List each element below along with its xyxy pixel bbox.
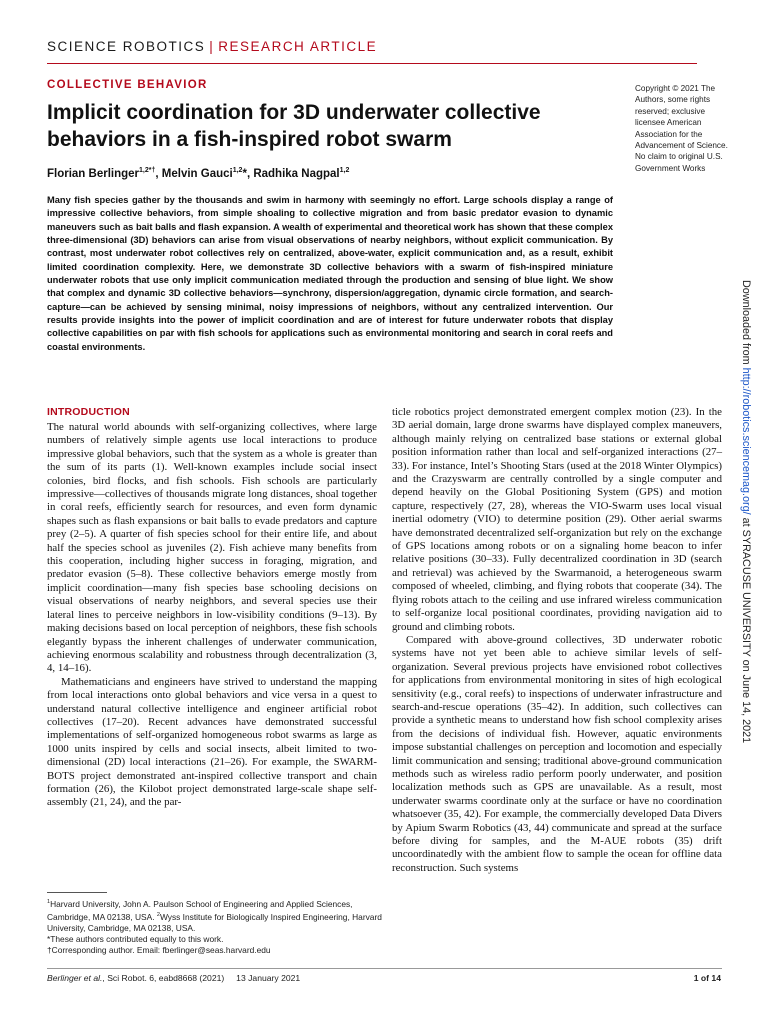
body-column-right — [392, 406, 722, 875]
footer-rule — [47, 968, 722, 969]
body-paragraph: The natural world abounds with self-organizing collectives, where large numbers of relatively simple agents use local interactions to produce impressive global behaviors, such that the system as a whole is greater than the sum of its parts (1). Well-known examples include social insect colonies, bird flocks, and fish schools. Fish schools are particularly impressive—collectives of thousands migrate long distances, shoal together in coral reefs, efficiently search for resources, and even form dynamic shapes such as flash expansions or bait balls to evade predators and capture prey (2–5). A quarter of fish species school for their entire life, and about half the species school as juveniles (2). Fish achieve many benefits from this cooperation, including higher success in foraging, migration, and predator evasion (5–8). These collective behaviors emerge mostly from implicit coordination—many fish species base schooling decisions on visual observations of nearby neighbors, and several species use their lateral lines to perceive neighbors in low-visibility conditions (9–13). By making decisions based on local perception of neighbors, these fish schools elegantly bypass the inherent challenges of underwater communication, achieving enormous scalability and robustness through decentralization (3, 4, 14–16). — [47, 421, 377, 675]
author-list — [47, 167, 349, 180]
section-heading: INTRODUCTION — [47, 406, 130, 418]
author-name[interactable]: Florian Berlinger — [47, 167, 140, 180]
equal-contribution-marker: * — [242, 167, 247, 180]
affiliation-marker: 1,2 — [339, 167, 350, 174]
citation-details: , Sci Robot. 6, eabd8668 (2021) 13 January 2021 — [102, 973, 301, 983]
author-name[interactable]: Radhika Nagpal — [253, 167, 340, 180]
download-suffix: at SYRACUSE UNIVERSITY on June 14, 2021 — [740, 514, 752, 744]
author-separator: , — [246, 167, 254, 180]
footnotes — [47, 897, 382, 956]
body-paragraph: ticle robotics project demonstrated emergent complex motion (23). In the 3D aerial domain, large drone swarms have displayed complex maneuvers, although mainly relying on centralized base stations or external global position information rather than local and self-organized interactions (27–33). For instance, Intel’s Shooting Stars (used at the 2018 Winter Olympics) and the Crazyswarm are centrally controlled by a single computer and depend heavily on the Global Positioning System (GPS) and motion capture, respectively (27, 28), whereas the VIO-Swarm uses local visual inertial odometry (VIO) to determine position (29). Other aerial swarms have demonstrated decentralized self-organization but rely on the exchange of GPS locations among robots or on a signaling home beacon to infer relative positions (30–33). Fully decentralized coordination in 3D (search and retrieval) was achieved by the Swarmanoid, a heterogeneous swarm composed of wheeled, climbing, and flying robots that cooperate (34). The flying robots attach to the ceiling and use infrared wireless communication to self-organize local positional coordinates, providing navigation aid to ground and climbing robots. — [392, 406, 722, 633]
download-notice — [740, 280, 752, 744]
body-column-left — [47, 406, 377, 810]
abstract: Many fish species gather by the thousands and swim in harmony with seemingly no effort. Large schools display a range of impressive collective behaviors, from simple shoaling to collective migration and from basic predator evasion to dynamic maneuvers such as bait balls and flash expansion. A wealth of experimental and theoretical work has shown that these complex three-dimensional (3D) behaviors can arise from visual observations of nearby neighbors, without explicit communication. By contrast, most underwater robot collectives rely on centralized, above-water, explicit communication and, as a result, exhibit limited coordination complexity. Here, we demonstrate 3D collective behaviors with a swarm of fish-inspired miniature underwater robots that use only implicit communication mediated through the production and sensing of blue light. We show that complex and dynamic 3D collective behaviors—synchrony, dispersion/aggregation, dynamic circle formation, and search-capture—can be achieved by sensing minimal, noisy impressions of neighbors, without any centralized intervention. Our results provide insights into the power of implicit coordination and are of interest for future underwater robots that display collective capabilities on par with fish schools for applications such as environmental monitoring and search in coral reefs and coastal environments. — [47, 195, 613, 352]
article-type: RESEARCH ARTICLE — [218, 39, 378, 54]
author-separator: , — [155, 167, 162, 180]
citation-authors: Berlinger et al. — [47, 973, 103, 983]
footnote-equal-contribution: *These authors contributed equally to this work. — [47, 933, 224, 944]
affiliation-1: Harvard University, John A. Paulson School of Engineering and Applied Sciences, Cambridge, MA 02138, USA. — [47, 898, 353, 922]
copyright-notice: Copyright © 2021 The Authors, some rights reserved; exclusive licensee American Association for the Advancement of Science. No claim to original U.S. Government Works — [635, 84, 728, 173]
header-rule — [47, 63, 697, 64]
body-paragraph: Mathematicians and engineers have strived to understand the mapping from local interactions onto global behaviors and vice versa in a quest to understand natural collective intelligence and engineer artificial robot collectives (17–20). Recent advances have demonstrated successful implementations of self-organized homogeneous robot swarms as large as 1000 units inspired by cells and social insects, albeit limited to two-dimensional (2D) local interactions (21–26). For example, the SWARM-BOTS project demonstrated ant-inspired collective transport and chain formation (26), the Kilobot project demonstrated large-scale shape self-assembly (21, 24), and the par- — [47, 675, 377, 809]
footnote-rule — [47, 892, 107, 893]
affiliation-marker: 1,2*† — [139, 167, 156, 174]
page-number: 1 of 14 — [693, 973, 721, 983]
footer-citation — [47, 973, 300, 983]
header-separator: | — [209, 39, 215, 54]
download-prefix: Downloaded from — [740, 280, 752, 368]
affiliation-2: Wyss Institute for Biologically Inspired Engineering, Harvard University, Cambridge, MA 02138, USA. — [47, 911, 382, 933]
article-title: Implicit coordination for 3D underwater collective behaviors in a fish-inspired robot swarm — [47, 101, 541, 151]
footnote-corresponding-author[interactable]: †Corresponding author. Email: fberlinger@seas.harvard.edu — [47, 944, 271, 955]
journal-name: SCIENCE ROBOTICS — [47, 39, 206, 54]
affiliation-marker: 1,2 — [232, 167, 243, 174]
affiliation-marker: 2 — [156, 911, 160, 918]
section-label: COLLECTIVE BEHAVIOR — [47, 79, 208, 91]
body-paragraph: Compared with above-ground collectives, 3D underwater robotic systems have not yet been able to achieve similar levels of self-organization. Several previous projects have envisioned robot collectives for applications from environmental monitoring in sites of high ecological sensitivity (e.g., coral reefs) to inspections of underwater infrastructure and search-and-rescue operations (35–42). In addition, such collectives can provide a synthetic means to understand how fish school complexity arises from the decisions of individual fish. However, aquatic environments impose substantial challenges on perception and locomotion and especially limit communication and sensing; traditional above-ground communication methods such as wireless radio perform poorly underwater, and position localization methods such as GPS are unavailable. As a result, most underwater swarms coordinate only at the surface or have no coordination whatsoever (35, 42). For example, the commercially developed Data Divers by Apium Swarm Robotics (43, 44) communicate and spread at the surface before diving for samples, and the M-AUE robots (35) drift uncoordinatedly with the ambient flow to sample the ocean for offline data reconstruction. Such systems — [392, 633, 722, 874]
footnote-affiliations — [47, 897, 382, 934]
author-name[interactable]: Melvin Gauci — [161, 167, 233, 180]
affiliation-marker: 1 — [47, 899, 51, 905]
journal-link[interactable]: http://robotics.sciencemag.org/ — [740, 367, 752, 515]
journal-header — [47, 39, 377, 54]
